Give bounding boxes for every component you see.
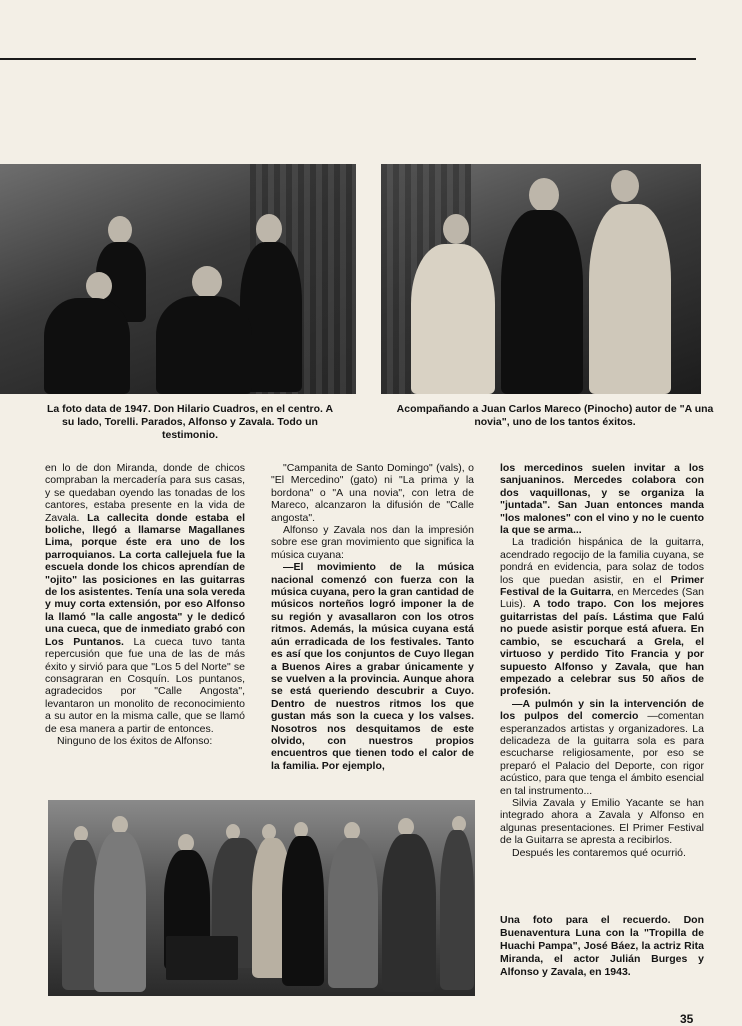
- col3-paragraph-3b: —comentan esperanzados artistas y organizadores. La delicadeza de la guitarra sola es para escucharse religiosamente, por eso se preparó el Palacio del Deporte, con rigor acústico, para que tenga el ámbito esencial en tal instrumento...: [500, 710, 704, 797]
- photo-hilario-cuadros-caption: La foto data de 1947. Don Hilario Cuadros, en el centro. A su lado, Torelli. Parados, Alfonso y Zavala. Todo un testimonio.: [46, 403, 334, 441]
- col3-paragraph-2a: La tradición hispánica de la guitarra, acendrado regocijo de la familia cuyana, se pondrá en evidencia, para solaz de todos los que puedan asistir, en el: [500, 536, 704, 586]
- page-number: 35: [680, 1012, 694, 1026]
- col3-paragraph-5: Después les contaremos qué ocurrió.: [512, 846, 686, 859]
- col1-paragraph-1c: La cueca tuvo tanta repercusión que fue una de las de más éxito y sirvió para que "Los 5 del Norte" se consagraran en Cosquín. Los puntanos, agradecidos por "Calle Angosta", levantaron un monolito de reconocimiento a su autor en la misma calle, que se llamó de esa manera a partir de entonces.: [45, 635, 245, 735]
- photo-buenaventura-luna-group: [48, 800, 475, 996]
- col2-paragraph-3: —El movimiento de la música nacional comenzó con fuerza con la música cuyana, pero la gran cantidad de músicos norteños logró imponer la de su región y avasallaron con los otros ritmos. Además, la música cuyana está aún erradicada de los festivales. Tanto es así que los conjuntos de Cuyo llegan a Buenos Aires a grabar únicamente y se vuelven a la provincia. Aunque ahora se está queriendo descubrir a Cuyo. Dentro de nuestros ritmos los que gustan más son la cueca y los valses. Nosotros nos desquitamos de este olvido, con nuestros propios encuentros que tienen todo el calor de la familia. Por ejemplo,: [271, 561, 474, 772]
- col2-paragraph-2: Alfonso y Zavala nos dan la impresión sobre ese gran movimiento que significa la música cuyana:: [271, 524, 474, 561]
- col3-paragraph-2c: , en Mercedes (San Luis).: [500, 586, 704, 611]
- photo-juan-carlos-mareco: [381, 164, 701, 394]
- col1-paragraph-1b: La callecita donde estaba el boliche, llegó a llamarse Magallanes Lima, porque éste era uno de los parroquianos. La corta callejuela fue la escuela donde los chicos aprendían de "ojito" las posiciones en las guitarras de los asistentes. Tenía una sola vereda y muy corta extensión, por eso Alfonso la llamó "la calle angosta" y le dedicó una cueca, que de inmediato grabó con Los Puntanos.: [45, 511, 245, 648]
- col1-paragraph-1a: en lo de don Miranda, donde de chicos compraban la mercadería para sus casas, y se quedaban oyendo las tonadas de los cantores, estaba presente en la vida de Zavala.: [45, 462, 245, 524]
- article-column-1: [45, 462, 245, 747]
- photo-hilario-cuadros: [0, 164, 356, 394]
- photo-juan-carlos-mareco-caption: Acompañando a Juan Carlos Mareco (Pinocho) autor de "A una novia", uno de los tantos éxitos.: [396, 403, 714, 428]
- article-column-3: [500, 462, 704, 859]
- col3-paragraph-3a: —A pulmón y sin la intervención de los pulpos del comercio: [500, 697, 704, 723]
- col3-paragraph-2d: A todo trapo. Con los mejores guitarristas del país. Lástima que Falú no puede asistir porque está afuera. En cambio, se escuchará a Grela, el virtuoso y perdido Tito Francia y por supuesto Alfonso y Zavala, que han empezado a celebrar sus 50 años de profesión.: [500, 598, 704, 698]
- col3-paragraph-4: Silvia Zavala y Emilio Yacante se han integrado ahora a Zavala y Alfonso en algunas presentaciones. El Primer Festival de la Guitarra se apresta a recibirlos.: [500, 796, 704, 847]
- col3-paragraph-1: los mercedinos suelen invitar a los sanjuaninos. Mercedes colabora con dos vaquillonas, y se organiza la "juntada". San Juan entonces manda "los malones" con el vino y no le cuento la que se arma...: [500, 462, 704, 537]
- col3-paragraph-2b: Primer Festival de la Guitarra: [500, 573, 704, 599]
- top-rule: [0, 58, 696, 60]
- col1-paragraph-2: Ninguno de los éxitos de Alfonso:: [57, 734, 213, 747]
- article-column-2: [271, 462, 474, 772]
- col2-paragraph-1: "Campanita de Santo Domingo" (vals), o "El Mercedino" (gato) ni "La prima y la bordona" o "A una novia", con letra de Mareco, alcanzaron la difusión de "Calle angosta".: [271, 462, 474, 524]
- photo-buenaventura-luna-caption: Una foto para el recuerdo. Don Buenaventura Luna con la "Tropilla de Huachi Pampa", José Báez, la actriz Rita Miranda, el actor Julián Burges y Alfonso y Zavala, en 1943.: [500, 914, 704, 978]
